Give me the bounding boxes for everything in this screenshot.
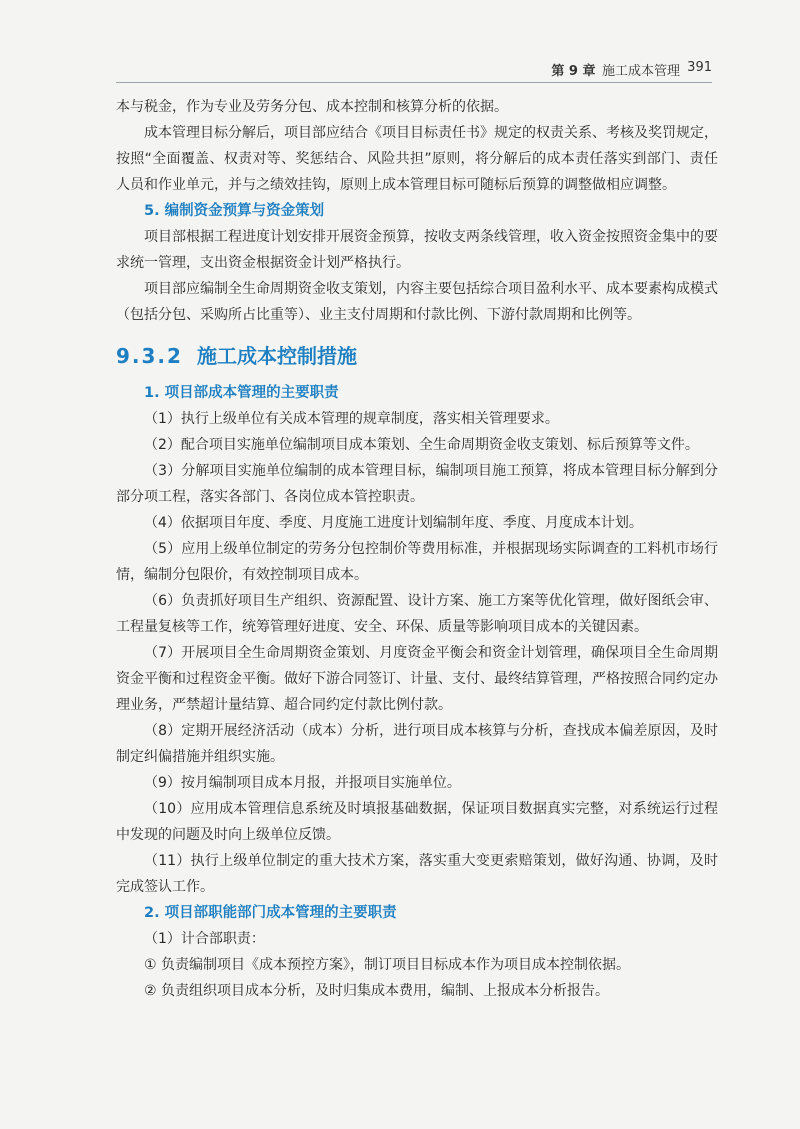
subsection-heading: 2. 项目部职能部门成本管理的主要职责 xyxy=(144,905,397,921)
paragraph: 成本管理目标分解后，项目部应结合《项目目标责任书》规定的权责关系、考核及奖罚规定，按照“全面覆盖、权责对等、奖惩结合、风险共担”原则，将分解后的成本责任落实到部门、责任人员和作业单元，并与之绩效挂钩，原则上成本管理目标可随标后预算的调整做相应调整。 xyxy=(116,125,718,193)
paragraph: 本与税金，作为专业及劳务分包、成本控制和核算分析的依据。 xyxy=(116,99,508,115)
section-title xyxy=(116,338,718,374)
paragraph: （11）执行上级单位制定的重大技术方案，落实重大变更索赔策划，做好沟通、协调，及时完成签认工作。 xyxy=(116,853,718,895)
subsection-heading: 1. 项目部成本管理的主要职责 xyxy=(144,385,339,401)
chapter-number: 第 9 章 xyxy=(551,64,596,79)
header-chapter xyxy=(551,60,680,79)
paragraph: （1）计合部职责： xyxy=(144,931,265,947)
page-number: 391 xyxy=(687,60,712,75)
paragraph: （2）配合项目实施单位编制项目成本策划、全生命周期资金收支策划、标后预算等文件。 xyxy=(144,437,699,453)
paragraph: （1）执行上级单位有关成本管理的规章制度，落实相关管理要求。 xyxy=(144,411,559,427)
paragraph: （5）应用上级单位制定的劳务分包控制价等费用标准，并根据现场实际调查的工料机市场行情，编制分包限价，有效控制项目成本。 xyxy=(116,541,718,583)
paragraph: （10）应用成本管理信息系统及时填报基础数据，保证项目数据真实完整，对系统运行过程中发现的问题及时向上级单位反馈。 xyxy=(116,801,718,843)
running-header xyxy=(116,58,712,83)
subsection-heading: 5. 编制资金预算与资金策划 xyxy=(144,203,325,219)
paragraph: 项目部应编制全生命周期资金收支策划，内容主要包括综合项目盈利水平、成本要素构成模式（包括分包、采购所占比重等）、业主支付周期和付款比例、下游付款周期和比例等。 xyxy=(116,281,718,323)
paragraph: ② 负责组织项目成本分析，及时归集成本费用，编制、上报成本分析报告。 xyxy=(144,983,609,999)
paragraph: ① 负责编制项目《成本预控方案》，制订项目目标成本作为项目成本控制依据。 xyxy=(144,957,630,973)
paragraph: （8）定期开展经济活动（成本）分析，进行项目成本核算与分析，查找成本偏差原因，及时制定纠偏措施并组织实施。 xyxy=(116,723,718,765)
paragraph: （6）负责抓好项目生产组织、资源配置、设计方案、施工方案等优化管理，做好图纸会审、工程量复核等工作，统筹管理好进度、安全、环保、质量等影响项目成本的关键因素。 xyxy=(116,593,718,635)
paragraph: （7）开展项目全生命周期资金策划、月度资金平衡会和资金计划管理，确保项目全生命周期资金平衡和过程资金平衡。做好下游合同签订、计量、支付、最终结算管理，严格按照合同约定办理业务，严禁超计量结算、超合同约定付款比例付款。 xyxy=(116,645,718,713)
paragraph: （9）按月编制项目成本月报，并报项目实施单位。 xyxy=(144,775,461,791)
paragraph: 项目部根据工程进度计划安排开展资金预算，按收支两条线管理，收入资金按照资金集中的要求统一管理，支出资金根据资金计划严格执行。 xyxy=(116,229,718,271)
paragraph: （4）依据项目年度、季度、月度施工进度计划编制年度、季度、月度成本计划。 xyxy=(144,515,643,531)
paragraph: （3）分解项目实施单位编制的成本管理目标，编制项目施工预算，将成本管理目标分解到分部分项工程，落实各部门、各岗位成本管控职责。 xyxy=(116,463,718,505)
page-body xyxy=(116,94,718,1004)
chapter-title: 施工成本管理 xyxy=(601,64,680,79)
section-title-text: 施工成本控制措施 xyxy=(196,344,357,368)
section-number: 9.3.2 xyxy=(116,344,183,368)
